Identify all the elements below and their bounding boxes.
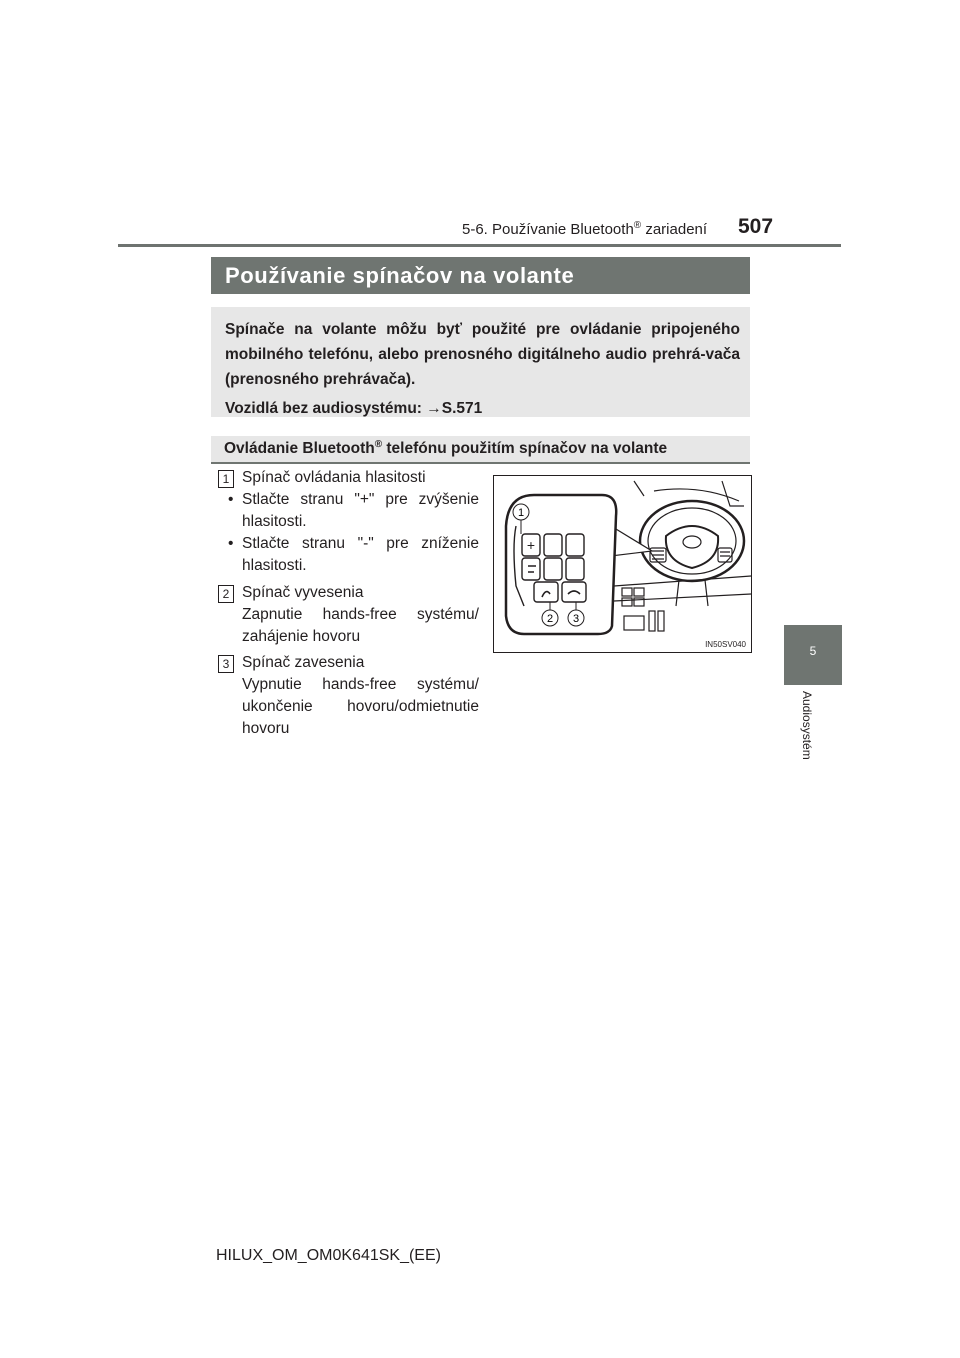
bullet-text: Stlačte stranu "+" pre zvýšenie (242, 491, 479, 508)
intro-ref-label: Vozidlá bez audiosystému: (225, 400, 427, 417)
arrow-icon: → (426, 400, 442, 417)
item-text: zahájenie hovoru (242, 628, 361, 645)
intro-reference (225, 398, 740, 420)
running-header (462, 220, 707, 238)
callout-number: 2 (546, 613, 554, 625)
item-title: Spínač ovládania hlasitosti (242, 469, 426, 486)
page-title: Používanie spínačov na volante (211, 257, 750, 294)
bullet-text-cont: hlasitosti. (242, 557, 307, 574)
item-text: ukončenie hovoru/odmietnutie (242, 698, 479, 715)
header-rule (118, 244, 841, 247)
chapter-label: Audiosystém (800, 691, 814, 760)
bullet-text: Stlačte stranu "-" pre zníženie (242, 535, 479, 552)
section-title: 5-6. Používanie Bluetooth (462, 221, 634, 238)
item-number-badge: 1 (218, 470, 234, 488)
subheading (224, 439, 667, 458)
intro-ref-page: S.571 (441, 400, 483, 417)
callout-number: 3 (572, 613, 580, 625)
callout-number: 1 (517, 507, 525, 519)
item-title: Spínač vyvesenia (242, 584, 364, 601)
item-number-badge: 2 (218, 585, 234, 603)
steering-wheel-illustration (494, 476, 751, 652)
page-number: 507 (738, 215, 774, 238)
steering-switch-figure (493, 475, 752, 653)
registered-mark: ® (633, 220, 642, 231)
chapter-number: 5 (809, 644, 817, 658)
item-number-badge: 3 (218, 655, 234, 673)
item-title: Spínač zavesenia (242, 654, 365, 671)
bullet-text-cont: hlasitosti. (242, 513, 307, 530)
item-text: Vypnutie hands-free systému/ (242, 676, 479, 693)
subheading-suffix: telefónu použitím spínačov na volante (382, 440, 668, 458)
subheading-registered-mark: ® (374, 439, 383, 450)
section-title-suffix: zariadení (641, 221, 708, 238)
plus-label: + (526, 537, 536, 553)
figure-code: IN50SV040 (705, 640, 746, 649)
intro-text: Spínače na volante môžu byť použité pre ovládanie pripojeného mobilného telefónu, alebo prenosného digitálneho audio prehrá-vača (prenosného prehrávača). (225, 321, 740, 388)
bullet-icon: • (228, 491, 234, 508)
item-text: hovoru (242, 720, 290, 737)
footer-code: HILUX_OM_OM0K641SK_(EE) (216, 1247, 441, 1264)
intro-box (211, 307, 750, 417)
item-text: Zapnutie hands-free systému/ (242, 606, 479, 623)
subheading-text: Ovládanie Bluetooth (224, 440, 375, 458)
bullet-icon: • (228, 535, 234, 552)
